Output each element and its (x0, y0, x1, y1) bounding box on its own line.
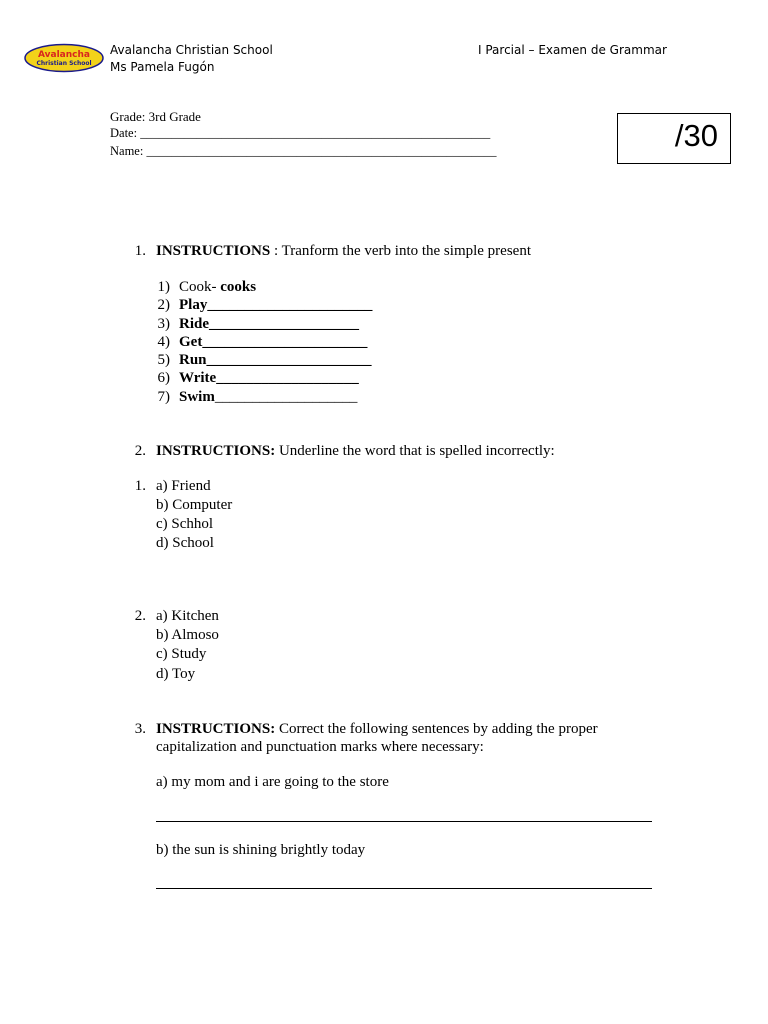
school-name: Avalancha Christian School (110, 43, 273, 57)
verb-item: Play______________________ (179, 297, 373, 313)
verb-item-number: 2) (157, 297, 170, 313)
section-1-text: : Tranform the verb into the simple present (270, 243, 531, 259)
section-2-instructions (156, 443, 555, 460)
section-3-text: Correct the following sentences by adding the proper (275, 721, 598, 737)
option: a) Kitchen (156, 608, 219, 624)
date-line: Date: ________________________________________________________ (110, 126, 491, 140)
option: d) Toy (156, 666, 196, 682)
answer-line (156, 821, 652, 822)
section-3-number: 3. (134, 721, 146, 737)
section-1-number: 1. (134, 243, 146, 259)
verb-item-number: 1) (157, 279, 170, 295)
option: b) Computer (156, 497, 233, 513)
verb-item-number: 7) (157, 389, 170, 405)
verb-item: Write___________________ (179, 370, 359, 386)
exam-title: I Parcial – Examen de Grammar (478, 43, 667, 57)
sentence: b) the sun is shining brightly today (156, 842, 366, 858)
section-1-label: INSTRUCTIONS (156, 243, 271, 259)
section-2-label: INSTRUCTIONS: (156, 443, 276, 459)
section-2-text: Underline the word that is spelled incorrectly: (275, 443, 555, 459)
score-box (617, 113, 731, 164)
verb-item: Cook- cooks (179, 279, 257, 295)
sentence: a) my mom and i are going to the store (156, 774, 389, 790)
verb-item: Get______________________ (179, 334, 368, 350)
verb-item: Swim___________________ (179, 389, 358, 405)
option: b) Almoso (156, 627, 219, 643)
svg-text:Avalancha: Avalancha (38, 50, 90, 60)
verb-item: Run______________________ (179, 352, 372, 368)
option: c) Study (156, 646, 207, 662)
grade-line: Grade: 3rd Grade (110, 109, 201, 124)
section-3-label: INSTRUCTIONS: (156, 721, 276, 737)
option: a) Friend (156, 478, 211, 494)
option: c) Schhol (156, 516, 214, 532)
teacher-name: Ms Pamela Fugón (110, 60, 215, 74)
verb-item-number: 5) (157, 352, 170, 368)
name-line: Name: ________________________________________________________ (110, 144, 497, 158)
section-2-number: 2. (134, 443, 146, 459)
score-total: /30 (674, 118, 718, 153)
verb-item-number: 3) (157, 316, 170, 332)
question-number: 2. (134, 608, 146, 624)
question-number: 1. (134, 478, 146, 494)
school-logo (24, 43, 104, 73)
section-1-instructions (156, 243, 531, 260)
verb-item-number: 6) (157, 370, 170, 386)
option: d) School (156, 535, 214, 551)
verb-item-number: 4) (157, 334, 170, 350)
answer-line (156, 888, 652, 889)
section-3-text-line2: capitalization and punctuation marks where necessary: (156, 739, 484, 755)
section-3-instructions (156, 721, 598, 738)
svg-text:Christian School: Christian School (36, 60, 92, 67)
verb-item: Ride____________________ (179, 316, 359, 332)
